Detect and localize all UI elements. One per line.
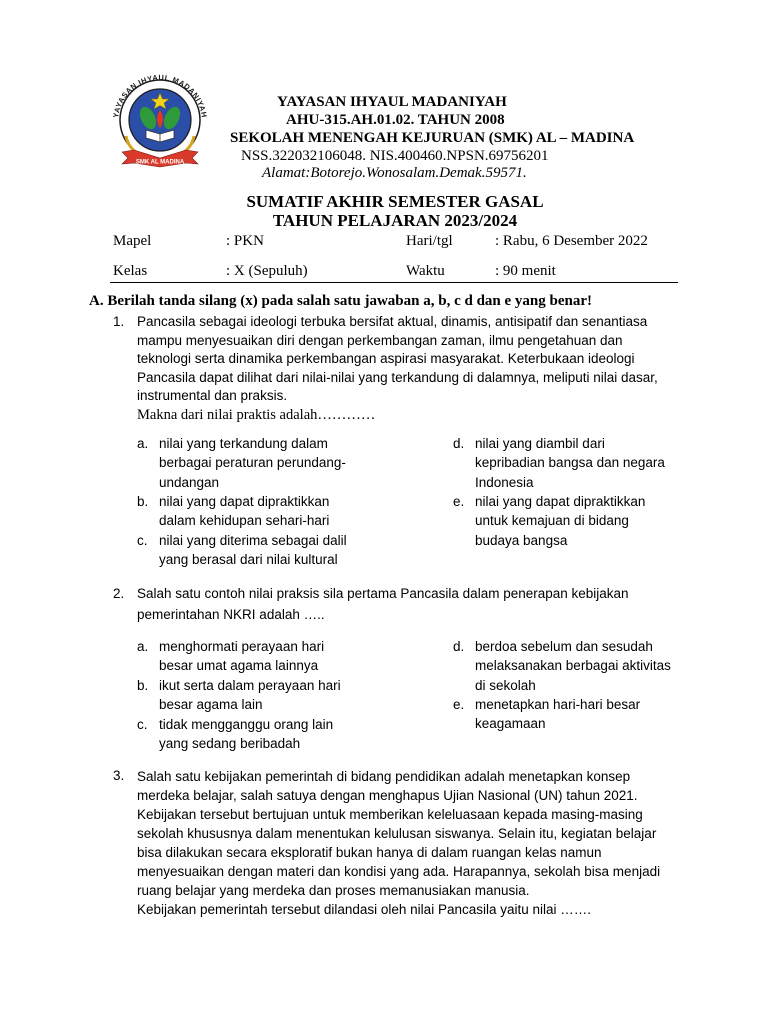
option-label: b.: [137, 494, 149, 509]
option-label: e.: [453, 697, 465, 712]
option-label: c.: [137, 717, 148, 732]
option-label: e.: [453, 494, 465, 509]
question-1-number: 1.: [113, 314, 125, 329]
question-1-prompt: Makna dari nilai praktis adalah…………: [137, 406, 376, 423]
kelas-value: : X (Sepuluh): [226, 263, 308, 279]
kelas-label: Kelas: [113, 263, 148, 279]
hari-value: : Rabu, 6 Desember 2022: [495, 233, 648, 249]
school-name: SEKOLAH MENENGAH KEJURUAN (SMK) AL – MADINA: [230, 130, 635, 146]
question-1: [137, 313, 672, 425]
option-text: nilai yang diterima sebagai dalil yang berasal dari nilai kultural: [159, 533, 347, 568]
legal-number: AHU-315.AH.01.02. TAHUN 2008: [286, 112, 505, 128]
option-label: b.: [137, 678, 149, 693]
option-text: nilai yang terkandung dalam berbagai peraturan perundang-undangan: [159, 436, 346, 490]
option-text: ikut serta dalam perayaan hari besar agama lain: [159, 678, 341, 713]
option-text: nilai yang diambil dari kepribadian bangsa dan negara Indonesia: [475, 436, 665, 490]
logo-ribbon-text: SMK AL MADINA: [135, 159, 185, 166]
option-text: tidak mengganggu orang lain yang sedang beribadah: [159, 717, 334, 752]
question-3: [137, 767, 672, 919]
option-text: menetapkan hari-hari besar keagamaan: [475, 697, 641, 732]
question-3-number: 3.: [113, 768, 125, 783]
section-instruction: A. Berilah tanda silang (x) pada salah satu jawaban a, b, c d dan e yang benar!: [89, 293, 593, 309]
school-logo: [104, 66, 216, 170]
option-label: a.: [137, 639, 149, 654]
exam-title: SUMATIF AKHIR SEMESTER GASAL: [246, 192, 544, 211]
option-text: nilai yang dapat dipraktikkan untuk kemajuan di bidang budaya bangsa: [475, 494, 646, 548]
school-address: Alamat:Botorejo.Wonosalam.Demak.59571.: [262, 165, 527, 181]
option-text: menghormati perayaan hari besar umat agama lainnya: [159, 639, 325, 674]
question-2: [137, 583, 672, 625]
exam-subtitle: TAHUN PELAJARAN 2023/2024: [272, 211, 518, 230]
question-1-text: Pancasila sebagai ideologi terbuka bersifat aktual, dinamis, antisipatif dan senantiasa mampu menyesuaikan diri dengan perkembangan zaman, ilmu pengetahuan dan teknologi serta dinamika perkembangan aspirasi masyarakat. Keterbukaan ideologi Pancasila dapat dilihat dari nilai-nilai yang terkandung di dalamnya, meliputi nilai dasar, instrumental dan praksis.: [137, 314, 658, 404]
option-text: nilai yang dapat dipraktikkan dalam kehidupan sehari-hari: [159, 494, 330, 529]
waktu-label: Waktu: [406, 263, 445, 279]
question-2-text: Salah satu contoh nilai praksis sila pertama Pancasila dalam penerapan kebijakan pemerintahan NKRI adalah …..: [137, 586, 629, 622]
option-label: a.: [137, 436, 149, 451]
option-label: d.: [453, 436, 465, 451]
option-label: c.: [137, 533, 148, 548]
option-label: d.: [453, 639, 465, 654]
header-divider: [110, 282, 678, 283]
hari-label: Hari/tgl: [406, 233, 453, 249]
mapel-value: : PKN: [226, 233, 264, 249]
mapel-label: Mapel: [113, 233, 152, 249]
question-3-text: Salah satu kebijakan pemerintah di bidang pendidikan adalah menetapkan konsep merdeka belajar, salah satuya dengan menghapus Ujian Nasional (UN) tahun 2021. Kebijakan tersebut bertujuan untuk memberikan keleluasaan kepada masing-masing sekolah khususnya dalam menentukan kelulusan siswanya. Selain itu, kegiatan belajar bisa dilakukan secara eksploratif bukan hanya di dalam ruangan kelas namun menyesuaikan dengan materi dan kondisi yang ada. Harapannya, sekolah bisa menjadi ruang belajar yang merdeka dan proses memanusiakan manusia.: [137, 769, 661, 898]
waktu-value: : 90 menit: [495, 263, 556, 279]
school-identifiers: NSS.322032106048. NIS.400460.NPSN.69756201: [241, 148, 549, 164]
logo-ring-text: YAYASAN IHYAUL MADANIYAH: [111, 72, 209, 119]
option-text: berdoa sebelum dan sesudah melaksanakan berbagai aktivitas di sekolah: [475, 639, 671, 693]
question-3-prompt: Kebijakan pemerintah tersebut dilandasi oleh nilai Pancasila yaitu nilai …….: [137, 902, 592, 917]
foundation-name: YAYASAN IHYAUL MADANIYAH: [277, 94, 507, 110]
question-2-number: 2.: [113, 586, 125, 601]
